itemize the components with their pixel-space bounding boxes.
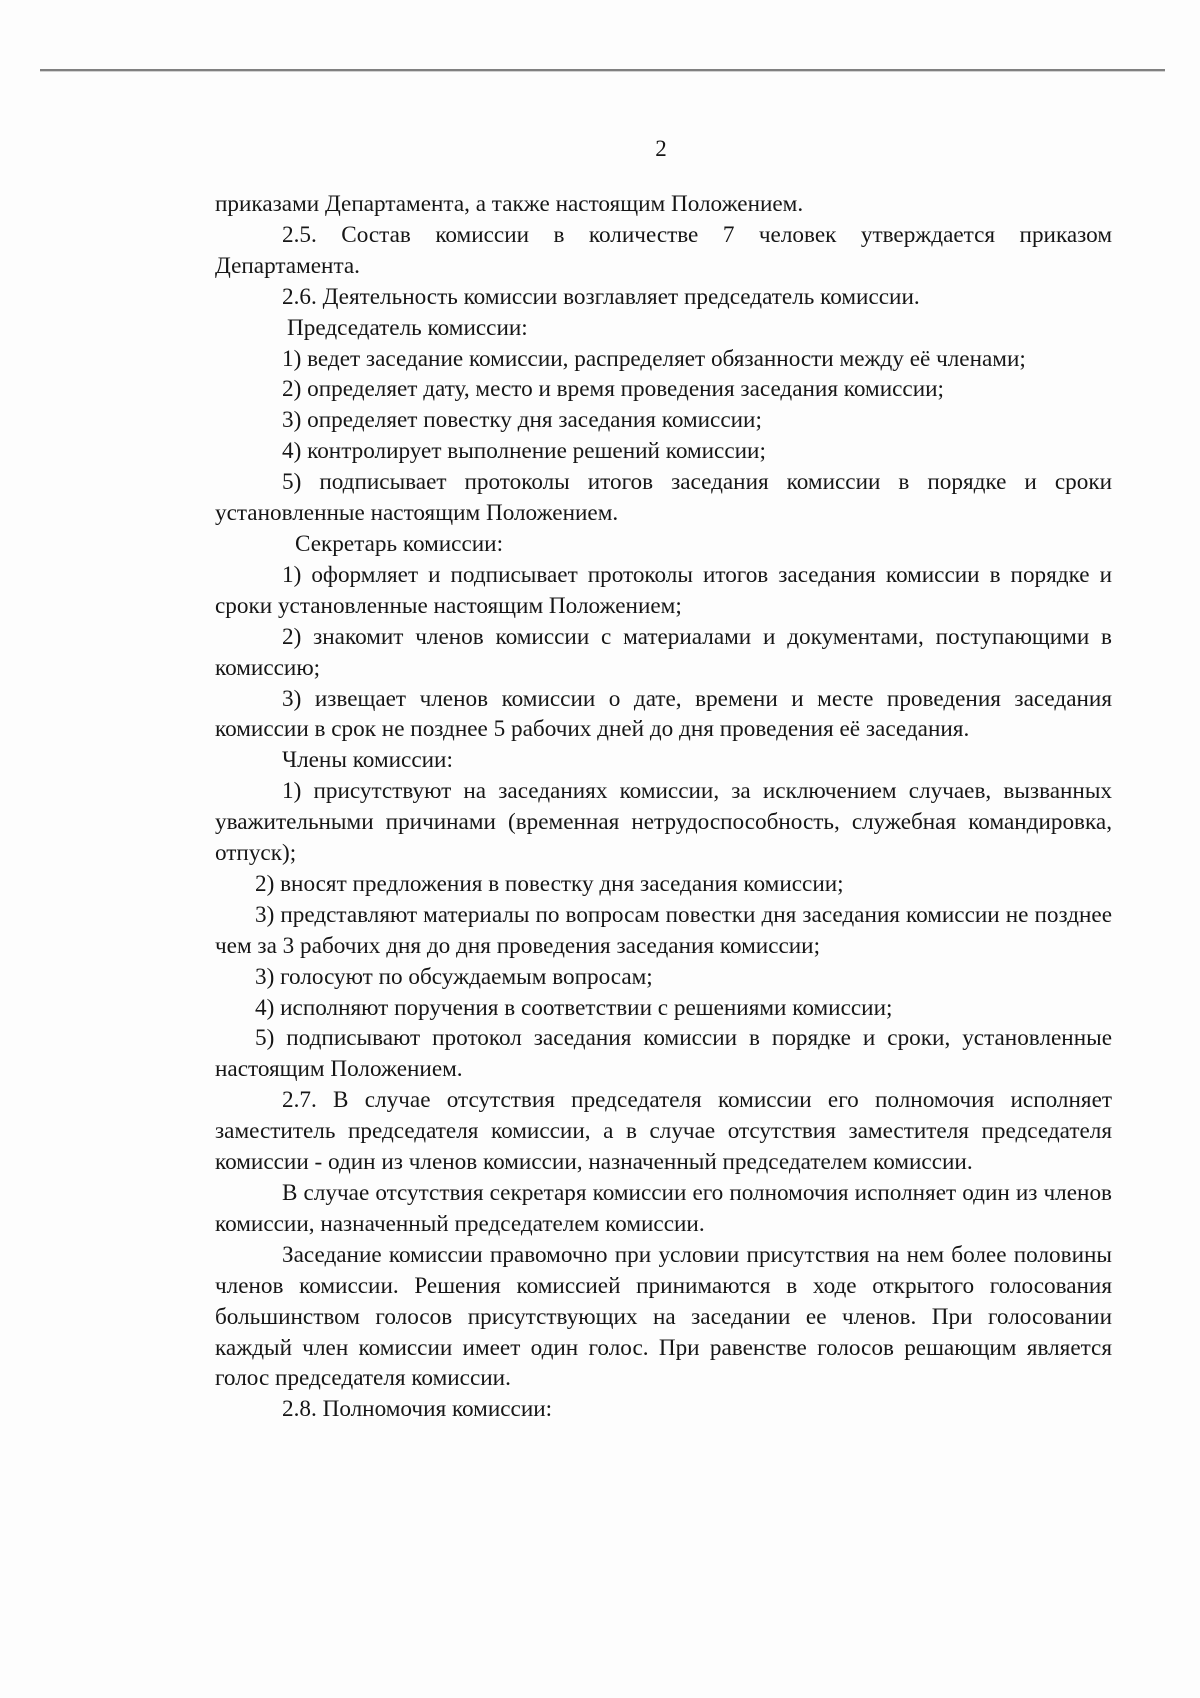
members-item-5: 5) подписывают протокол заседания комиссии в порядке и сроки, установленные настоящим Положением. [215,1025,1112,1083]
document-body [215,189,1112,1425]
secretary-item-1: 1) оформляет и подписывает протоколы итогов заседания комиссии в порядке и сроки установленные настоящим Положением; [215,561,1112,619]
secretary-item-3: 3) извещает членов комиссии о дате, времени и месте проведения заседания комиссии в срок не позднее 5 рабочих дней до дня проведения её заседания. [215,685,1112,743]
members-item-1: 1) присутствуют на заседаниях комиссии, за исключением случаев, вызванных уважительными причинами (временная нетрудоспособность, служебная командировка, отпуск); [215,778,1112,867]
paragraph-secretary-absence: В случае отсутствия секретаря комиссии его полномочия исполняет один из членов комиссии, назначенный председателем комиссии. [215,1180,1112,1237]
chairman-item-5: 5) подписывает протоколы итогов заседания комиссии в порядке и сроки установленные настоящим Положением. [215,469,1112,527]
page-number: 2 [655,136,667,161]
paragraph-quorum: Заседание комиссии правомочно при условии присутствия на нем более половины членов комиссии. Решения комиссией принимаются в ходе открытого голосования большинством голосов присутствующих на заседании ее членов. При голосовании каждый член комиссии имеет один голос. При равенстве голосов решающим является голос председателя комиссии. [215,1241,1112,1392]
secretary-item-2: 2) знакомит членов комиссии с материалами и документами, поступающими в комиссию; [215,623,1112,681]
members-item-3: 3) представляют материалы по вопросам повестки дня заседания комиссии не позднее чем за 3 рабочих дня до дня проведения заседания комиссии; [215,901,1112,959]
paragraph-2-5: 2.5. Состав комиссии в количестве 7 человек утверждается приказом Департамента. [215,221,1112,279]
secretary-heading: Секретарь комиссии: [295,530,504,557]
members-item-2: 2) вносят предложения в повестку дня заседания комиссии; [255,870,844,897]
paragraph-2-7: 2.7. В случае отсутствия председателя комиссии его полномочия исполняет заместитель председателя комиссии, а в случае отсутствия заместителя председателя комиссии - один из членов комиссии, назначенный председателем комиссии. [215,1087,1112,1176]
paragraph-2-8: 2.8. Полномочия комиссии: [282,1396,553,1423]
chairman-item-2: 2) определяет дату, место и время проведения заседания комиссии; [282,376,944,403]
top-scan-line-faint [40,71,1165,72]
chairman-heading: Председатель комиссии: [287,314,528,341]
chairman-item-4: 4) контролирует выполнение решений комиссии; [282,438,766,465]
paragraph-1: приказами Департамента, а также настоящим Положением. [215,191,804,217]
members-heading: Члены комиссии: [282,747,453,774]
members-item-3b: 3) голосуют по обсуждаемым вопросам; [255,963,653,990]
chairman-item-3: 3) определяет повестку дня заседания комиссии; [282,407,762,434]
paragraph-2-6: 2.6. Деятельность комиссии возглавляет председатель комиссии. [282,283,920,310]
chairman-item-1: 1) ведет заседание комиссии, распределяет обязанности между её членами; [282,345,1026,372]
members-item-4: 4) исполняют поручения в соответствии с решениями комиссии; [255,994,893,1021]
